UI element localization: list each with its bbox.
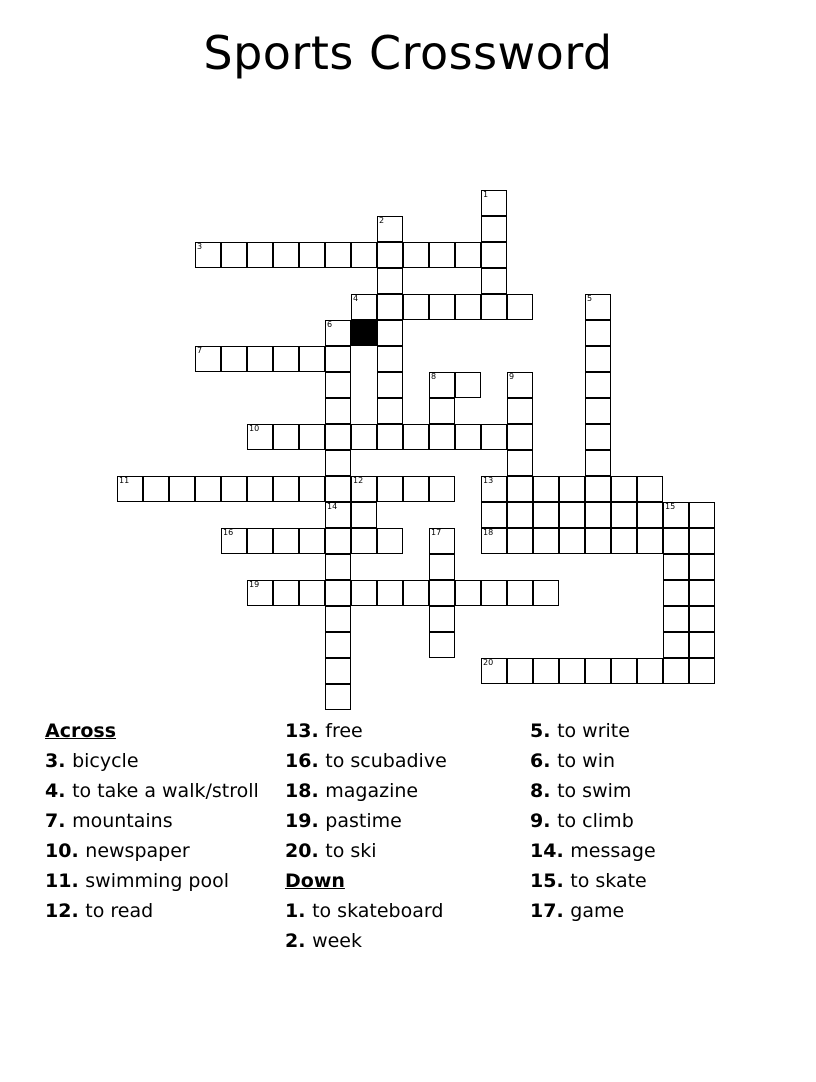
grid-cell-number: 5 bbox=[587, 294, 593, 303]
grid-cell[interactable] bbox=[377, 424, 403, 450]
grid-cell[interactable] bbox=[507, 372, 533, 398]
grid-cell[interactable] bbox=[585, 398, 611, 424]
grid-cell[interactable] bbox=[325, 450, 351, 476]
grid-cell[interactable] bbox=[507, 502, 533, 528]
grid-cell[interactable] bbox=[221, 476, 247, 502]
clue-number: 1. bbox=[285, 900, 313, 922]
clue-number: 10. bbox=[45, 840, 86, 862]
crossword-grid bbox=[0, 80, 816, 667]
clue-number: 16. bbox=[285, 750, 326, 772]
clue-text: free bbox=[325, 720, 363, 742]
grid-cell[interactable] bbox=[481, 268, 507, 294]
grid-cell[interactable] bbox=[559, 528, 585, 554]
clue-item bbox=[45, 746, 285, 776]
clue-number: 13. bbox=[285, 720, 326, 742]
grid-cell[interactable] bbox=[637, 528, 663, 554]
clue-item bbox=[45, 836, 285, 866]
grid-cell[interactable] bbox=[481, 476, 507, 502]
grid-cell[interactable] bbox=[689, 554, 715, 580]
grid-cell[interactable] bbox=[611, 502, 637, 528]
clues-section bbox=[0, 716, 816, 1016]
grid-cell[interactable] bbox=[689, 502, 715, 528]
grid-cell-number: 15 bbox=[665, 502, 676, 511]
grid-cell[interactable] bbox=[325, 372, 351, 398]
grid-cell[interactable] bbox=[403, 294, 429, 320]
grid-cell-number: 16 bbox=[223, 528, 234, 537]
grid-cell[interactable] bbox=[637, 502, 663, 528]
grid-cell[interactable] bbox=[533, 658, 559, 684]
grid-cell[interactable] bbox=[247, 424, 273, 450]
grid-cell[interactable] bbox=[299, 242, 325, 268]
grid-cell[interactable] bbox=[429, 424, 455, 450]
grid-cell[interactable] bbox=[507, 398, 533, 424]
grid-cell[interactable] bbox=[481, 190, 507, 216]
grid-cell[interactable] bbox=[455, 294, 481, 320]
grid-cell[interactable] bbox=[195, 476, 221, 502]
clue-number: 3. bbox=[45, 750, 73, 772]
clue-item bbox=[530, 806, 780, 836]
clue-text: to skate bbox=[570, 870, 647, 892]
clue-item bbox=[530, 866, 780, 896]
grid-cell[interactable] bbox=[429, 242, 455, 268]
grid-cell[interactable] bbox=[377, 268, 403, 294]
grid-cell[interactable] bbox=[377, 346, 403, 372]
grid-cell-number: 3 bbox=[197, 242, 203, 251]
grid-cell[interactable] bbox=[559, 476, 585, 502]
clues-column-3 bbox=[530, 716, 780, 926]
grid-cell[interactable] bbox=[325, 242, 351, 268]
grid-cell[interactable] bbox=[273, 424, 299, 450]
clue-item bbox=[45, 896, 285, 926]
grid-cell[interactable] bbox=[117, 476, 143, 502]
clue-item bbox=[285, 746, 530, 776]
clue-text: mountains bbox=[72, 810, 173, 832]
clue-section-heading: Down bbox=[285, 870, 345, 892]
grid-cell[interactable] bbox=[377, 476, 403, 502]
grid-cell-number: 2 bbox=[379, 216, 385, 225]
clue-number: 8. bbox=[530, 780, 558, 802]
grid-cell[interactable] bbox=[247, 242, 273, 268]
clue-number: 18. bbox=[285, 780, 326, 802]
grid-cell[interactable] bbox=[377, 528, 403, 554]
grid-cell-number: 14 bbox=[327, 502, 338, 511]
grid-cell-number: 19 bbox=[249, 580, 260, 589]
clue-item bbox=[45, 866, 285, 896]
clue-number: 6. bbox=[530, 750, 558, 772]
grid-cell[interactable] bbox=[481, 502, 507, 528]
grid-cell[interactable] bbox=[481, 580, 507, 606]
clue-text: to read bbox=[85, 900, 154, 922]
grid-cell[interactable] bbox=[637, 476, 663, 502]
grid-cell[interactable] bbox=[663, 580, 689, 606]
grid-cell[interactable] bbox=[533, 580, 559, 606]
clue-item bbox=[285, 776, 530, 806]
grid-cell[interactable] bbox=[247, 580, 273, 606]
grid-cell[interactable] bbox=[611, 476, 637, 502]
grid-cell[interactable] bbox=[611, 658, 637, 684]
grid-cell[interactable] bbox=[325, 398, 351, 424]
grid-cell[interactable] bbox=[221, 528, 247, 554]
grid-cell[interactable] bbox=[429, 528, 455, 554]
clue-text: bicycle bbox=[72, 750, 139, 772]
grid-cell[interactable] bbox=[585, 294, 611, 320]
grid-cell[interactable] bbox=[429, 606, 455, 632]
clue-item bbox=[530, 836, 780, 866]
grid-cell-number: 6 bbox=[327, 320, 333, 329]
grid-cell[interactable] bbox=[507, 476, 533, 502]
grid-cell[interactable] bbox=[325, 658, 351, 684]
grid-cell[interactable] bbox=[273, 528, 299, 554]
grid-cell[interactable] bbox=[585, 476, 611, 502]
clue-number: 2. bbox=[285, 930, 313, 952]
grid-cell[interactable] bbox=[663, 502, 689, 528]
grid-cell[interactable] bbox=[377, 216, 403, 242]
grid-cell-number: 11 bbox=[119, 476, 130, 485]
grid-cell[interactable] bbox=[429, 476, 455, 502]
clue-text: to win bbox=[557, 750, 616, 772]
clue-number: 19. bbox=[285, 810, 326, 832]
grid-cell[interactable] bbox=[585, 528, 611, 554]
grid-cell[interactable] bbox=[351, 294, 377, 320]
grid-cell[interactable] bbox=[585, 424, 611, 450]
clue-number: 20. bbox=[285, 840, 326, 862]
grid-cell[interactable] bbox=[403, 476, 429, 502]
clue-number: 14. bbox=[530, 840, 571, 862]
grid-cell[interactable] bbox=[585, 450, 611, 476]
grid-cell-number: 18 bbox=[483, 528, 494, 537]
grid-cell[interactable] bbox=[377, 294, 403, 320]
clue-item bbox=[530, 716, 780, 746]
grid-cell[interactable] bbox=[273, 580, 299, 606]
grid-cell[interactable] bbox=[325, 684, 351, 710]
grid-cell[interactable] bbox=[689, 632, 715, 658]
grid-cell[interactable] bbox=[325, 502, 351, 528]
grid-cell-number: 17 bbox=[431, 528, 442, 537]
grid-cell[interactable] bbox=[299, 476, 325, 502]
clue-text: to skateboard bbox=[312, 900, 444, 922]
grid-cell[interactable] bbox=[143, 476, 169, 502]
grid-block-cell bbox=[351, 320, 377, 346]
crossword-grid-container bbox=[0, 80, 816, 667]
grid-cell[interactable] bbox=[481, 424, 507, 450]
grid-cell[interactable] bbox=[351, 528, 377, 554]
grid-cell[interactable] bbox=[377, 580, 403, 606]
clue-text: to swim bbox=[557, 780, 632, 802]
grid-cell[interactable] bbox=[507, 450, 533, 476]
grid-cell[interactable] bbox=[429, 554, 455, 580]
grid-cell-number: 7 bbox=[197, 346, 203, 355]
clue-text: swimming pool bbox=[85, 870, 230, 892]
grid-cell[interactable] bbox=[481, 294, 507, 320]
grid-cell[interactable] bbox=[455, 372, 481, 398]
grid-cell[interactable] bbox=[507, 658, 533, 684]
grid-cell[interactable] bbox=[247, 528, 273, 554]
grid-cell[interactable] bbox=[377, 372, 403, 398]
grid-cell[interactable] bbox=[481, 658, 507, 684]
grid-cell-number: 9 bbox=[509, 372, 515, 381]
grid-cell[interactable] bbox=[429, 580, 455, 606]
clues-column-2 bbox=[285, 716, 530, 956]
grid-cell[interactable] bbox=[273, 346, 299, 372]
grid-cell[interactable] bbox=[325, 580, 351, 606]
clue-number: 7. bbox=[45, 810, 73, 832]
grid-cell[interactable] bbox=[325, 476, 351, 502]
grid-cell-number: 1 bbox=[483, 190, 489, 199]
grid-cell[interactable] bbox=[403, 424, 429, 450]
clue-number: 4. bbox=[45, 780, 73, 802]
grid-cell[interactable] bbox=[689, 580, 715, 606]
grid-cell[interactable] bbox=[325, 424, 351, 450]
clue-item bbox=[285, 836, 530, 866]
grid-cell[interactable] bbox=[663, 606, 689, 632]
grid-cell[interactable] bbox=[351, 424, 377, 450]
grid-cell[interactable] bbox=[351, 476, 377, 502]
grid-cell-number: 8 bbox=[431, 372, 437, 381]
grid-cell[interactable] bbox=[533, 528, 559, 554]
grid-cell[interactable] bbox=[663, 554, 689, 580]
grid-cell[interactable] bbox=[273, 242, 299, 268]
clue-number: 11. bbox=[45, 870, 86, 892]
page-title: Sports Crossword bbox=[203, 26, 613, 80]
clue-item bbox=[45, 776, 285, 806]
clue-number: 15. bbox=[530, 870, 571, 892]
clue-number: 12. bbox=[45, 900, 86, 922]
clue-text: pastime bbox=[325, 810, 402, 832]
clue-text: newspaper bbox=[85, 840, 190, 862]
grid-cell[interactable] bbox=[611, 528, 637, 554]
grid-cell[interactable] bbox=[637, 658, 663, 684]
grid-cell[interactable] bbox=[689, 528, 715, 554]
grid-cell[interactable] bbox=[429, 294, 455, 320]
grid-cell[interactable] bbox=[403, 580, 429, 606]
grid-cell[interactable] bbox=[273, 476, 299, 502]
clue-section-heading: Across bbox=[45, 720, 117, 742]
grid-cell[interactable] bbox=[351, 580, 377, 606]
clue-item bbox=[285, 806, 530, 836]
grid-cell[interactable] bbox=[507, 294, 533, 320]
grid-cell-number: 20 bbox=[483, 658, 494, 667]
clue-text: to climb bbox=[557, 810, 634, 832]
grid-cell[interactable] bbox=[351, 502, 377, 528]
grid-cell[interactable] bbox=[429, 632, 455, 658]
grid-cell[interactable] bbox=[325, 632, 351, 658]
grid-cell[interactable] bbox=[221, 242, 247, 268]
clue-text: to write bbox=[557, 720, 630, 742]
grid-cell[interactable] bbox=[325, 320, 351, 346]
grid-cell[interactable] bbox=[247, 476, 273, 502]
grid-cell[interactable] bbox=[585, 320, 611, 346]
grid-cell-number: 13 bbox=[483, 476, 494, 485]
grid-cell[interactable] bbox=[481, 528, 507, 554]
grid-cell[interactable] bbox=[377, 242, 403, 268]
grid-cell[interactable] bbox=[429, 372, 455, 398]
grid-cell-number: 4 bbox=[353, 294, 359, 303]
clue-item bbox=[45, 806, 285, 836]
grid-cell[interactable] bbox=[559, 502, 585, 528]
grid-cell[interactable] bbox=[585, 346, 611, 372]
grid-cell-number: 10 bbox=[249, 424, 260, 433]
grid-cell[interactable] bbox=[507, 528, 533, 554]
clue-item bbox=[285, 926, 530, 956]
clue-item bbox=[530, 776, 780, 806]
grid-cell[interactable] bbox=[299, 424, 325, 450]
clue-number: 17. bbox=[530, 900, 571, 922]
grid-cell[interactable] bbox=[585, 658, 611, 684]
grid-cell-number: 12 bbox=[353, 476, 364, 485]
grid-cell[interactable] bbox=[325, 346, 351, 372]
grid-cell[interactable] bbox=[481, 216, 507, 242]
grid-cell[interactable] bbox=[221, 346, 247, 372]
grid-cell[interactable] bbox=[351, 242, 377, 268]
clue-item bbox=[530, 896, 780, 926]
grid-cell[interactable] bbox=[533, 476, 559, 502]
clue-number: 9. bbox=[530, 810, 558, 832]
grid-cell[interactable] bbox=[455, 424, 481, 450]
grid-cell[interactable] bbox=[195, 242, 221, 268]
grid-cell[interactable] bbox=[169, 476, 195, 502]
grid-cell[interactable] bbox=[481, 242, 507, 268]
clue-item bbox=[285, 716, 530, 746]
grid-cell[interactable] bbox=[377, 320, 403, 346]
grid-cell[interactable] bbox=[663, 528, 689, 554]
grid-cell[interactable] bbox=[663, 632, 689, 658]
grid-cell[interactable] bbox=[377, 398, 403, 424]
clues-column-1 bbox=[45, 716, 285, 926]
grid-cell[interactable] bbox=[299, 346, 325, 372]
clue-text: week bbox=[312, 930, 362, 952]
clue-number: 5. bbox=[530, 720, 558, 742]
grid-cell[interactable] bbox=[429, 398, 455, 424]
grid-cell[interactable] bbox=[507, 580, 533, 606]
grid-cell[interactable] bbox=[689, 606, 715, 632]
clue-text: to scubadive bbox=[325, 750, 447, 772]
grid-cell[interactable] bbox=[325, 554, 351, 580]
clue-text: magazine bbox=[325, 780, 419, 802]
grid-cell[interactable] bbox=[247, 346, 273, 372]
clue-text: game bbox=[570, 900, 625, 922]
clue-item bbox=[285, 896, 530, 926]
grid-cell[interactable] bbox=[663, 658, 689, 684]
grid-cell[interactable] bbox=[455, 580, 481, 606]
clue-text: to take a walk/stroll bbox=[72, 780, 259, 802]
grid-cell[interactable] bbox=[507, 424, 533, 450]
grid-cell[interactable] bbox=[403, 242, 429, 268]
grid-cell[interactable] bbox=[195, 346, 221, 372]
grid-cell[interactable] bbox=[689, 658, 715, 684]
grid-cell[interactable] bbox=[559, 658, 585, 684]
clue-item bbox=[530, 746, 780, 776]
grid-cell[interactable] bbox=[533, 502, 559, 528]
clue-text: to ski bbox=[325, 840, 377, 862]
grid-cell[interactable] bbox=[325, 528, 351, 554]
grid-cell[interactable] bbox=[299, 580, 325, 606]
grid-cell[interactable] bbox=[585, 502, 611, 528]
grid-cell[interactable] bbox=[585, 372, 611, 398]
grid-cell[interactable] bbox=[299, 528, 325, 554]
clue-text: message bbox=[570, 840, 656, 862]
grid-cell[interactable] bbox=[455, 242, 481, 268]
grid-cell[interactable] bbox=[325, 606, 351, 632]
